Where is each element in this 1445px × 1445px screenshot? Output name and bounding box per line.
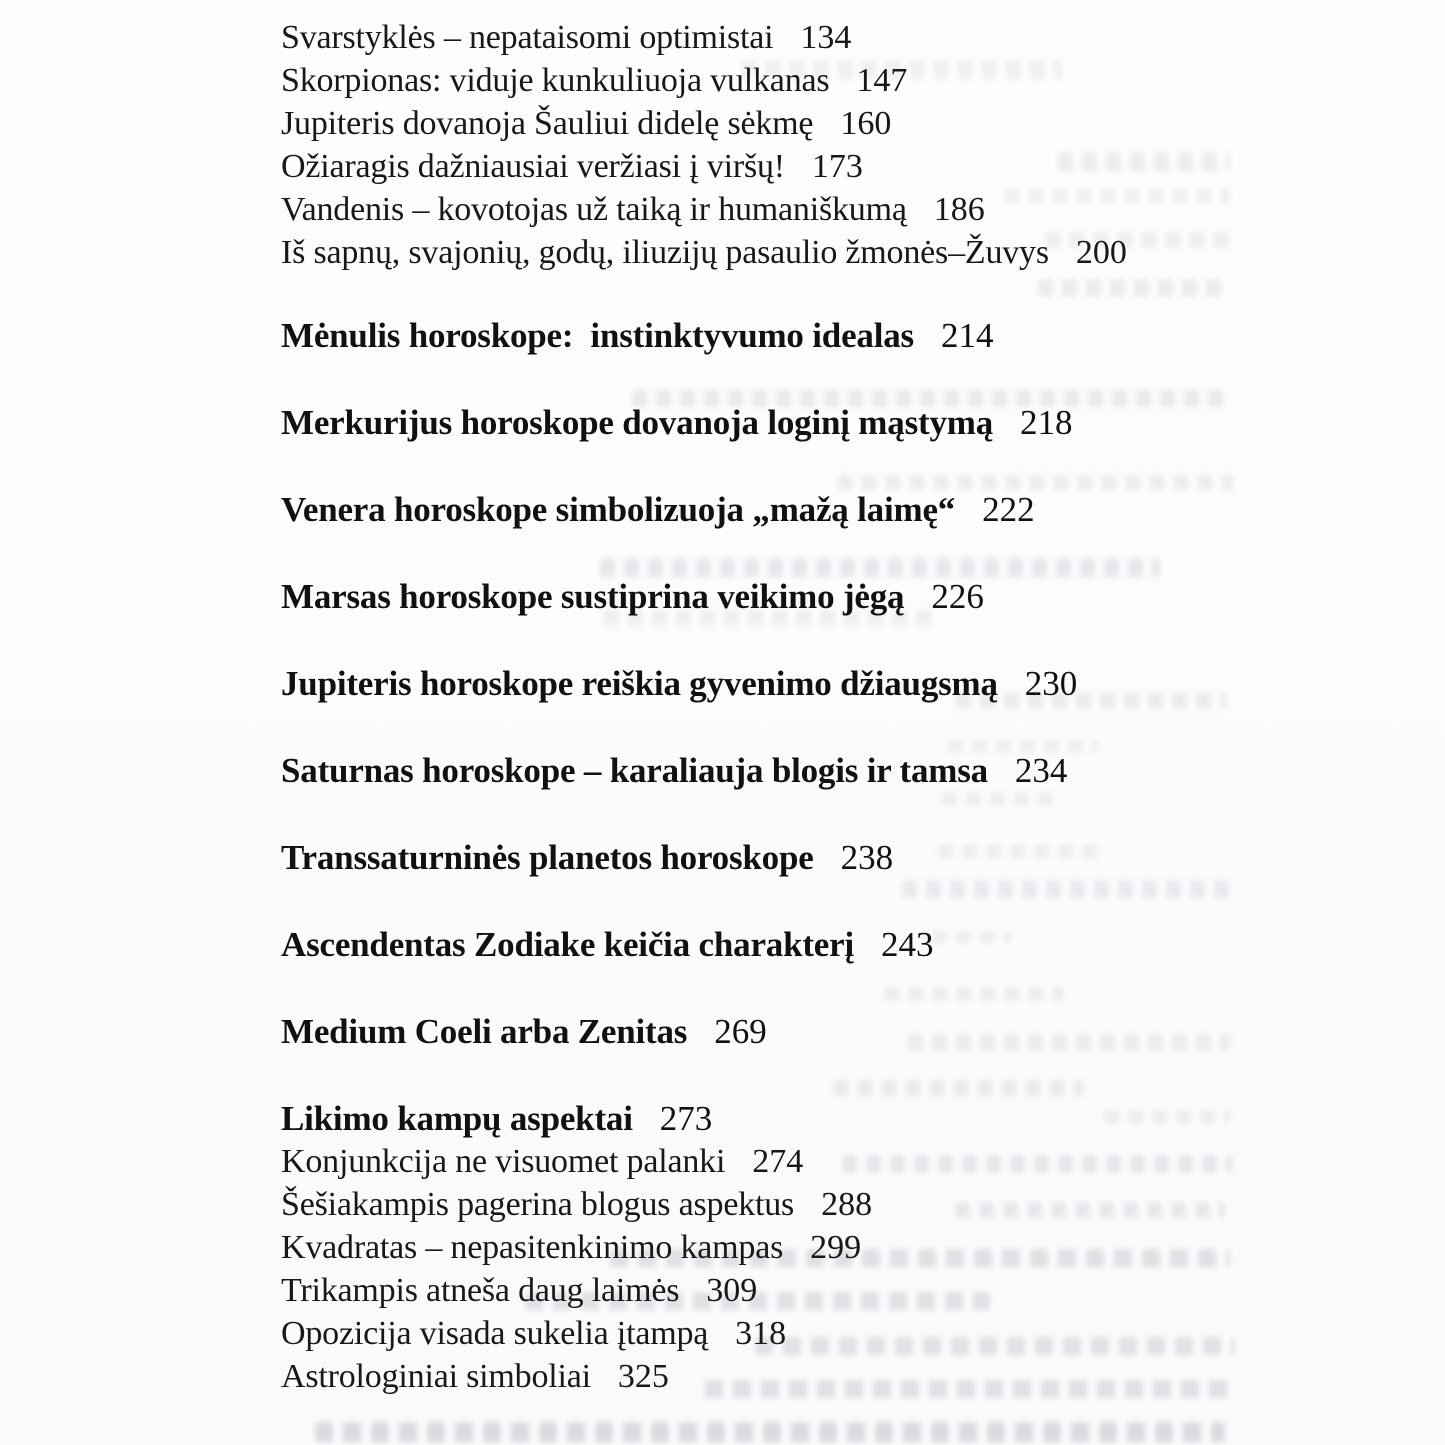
toc-entry-page: 309 [706,1272,758,1309]
toc-entry-page: 222 [982,490,1035,529]
toc-entry-title: Vandenis – kovotojas už taiką ir humaniškumą [281,191,907,228]
toc-entry-title: Kvadratas – nepasitenkinimo kampas [281,1229,784,1266]
toc-chapter-heading [281,923,1281,966]
toc-entry-page: 218 [1020,403,1073,442]
toc-chapter-heading [281,401,1281,444]
toc-entry [281,1140,1281,1183]
toc-entry [281,1312,1281,1355]
toc-entry-title: Medium Coeli arba Zenitas [281,1012,688,1051]
toc-entry-page: 273 [659,1099,713,1138]
toc-entry-title: Skorpionas: viduje kunkuliuoja vulkanas [281,62,830,99]
toc-entry-title: Likimo kampų aspektai [281,1099,633,1138]
toc-entry-page: 325 [617,1358,669,1395]
toc-entry-title: Merkurijus horoskope dovanoja loginį mąstymą [281,403,993,442]
toc-entry-page: 243 [881,925,934,964]
toc-entry [281,1355,1281,1398]
toc-entry-page: 230 [1024,664,1078,703]
toc-entry [281,16,1281,59]
toc-entry-title: Ascendentas Zodiake keičia charakterį [281,925,854,964]
toc-entry-page: 160 [840,105,892,142]
toc-entry [281,188,1281,231]
toc-entry-page: 274 [752,1143,804,1180]
toc-entry-title: Šešiakampis pagerina blogus aspektus [281,1186,795,1223]
toc-entry-title: Mėnulis horoskope: instinktyvumo idealas [281,316,914,355]
toc-chapter-heading [281,749,1281,792]
toc-entry-title: Astrologiniai simboliai [281,1358,591,1395]
toc-entry-title: Opozicija visada sukelia įtampą [281,1315,709,1352]
toc-entry [281,1226,1281,1269]
toc-entry [281,102,1281,145]
toc-entry-title: Transsaturninės planetos horoskope [281,838,814,877]
toc-entry [281,59,1281,102]
toc-entry-page: 234 [1014,751,1068,790]
toc-chapter-heading [281,1010,1281,1053]
toc-entry-title: Jupiteris horoskope reiškia gyvenimo džiaugsmą [281,664,998,703]
toc-entry-title: Marsas horoskope sustiprina veikimo jėgą [281,577,905,616]
toc-entry-page: 214 [940,316,994,355]
toc-chapter-heading [281,836,1281,879]
toc-entry-title: Jupiteris dovanoja Šauliui didelę sėkmę [281,105,814,142]
toc-chapter-heading [281,488,1281,531]
toc-entry-title: Ožiaragis dažniausiai veržiasi į viršų! [281,148,785,185]
toc-entry [281,1183,1281,1226]
toc-entry-page: 147 [856,62,908,99]
toc-entry-page: 226 [931,577,984,616]
toc-entry-page: 318 [735,1315,787,1352]
toc-entry-title: Konjunkcija ne visuomet palanki [281,1143,726,1180]
toc-chapter-heading [281,575,1281,618]
bleedthrough-smudge [315,1422,1225,1442]
toc-entry-page: 200 [1075,234,1127,271]
toc-entry-page: 173 [811,148,863,185]
toc-entry [281,231,1281,274]
toc-entry-page: 269 [714,1012,767,1051]
toc-entry-title: Trikampis atneša daug laimės [281,1272,680,1309]
toc-entry [281,1269,1281,1312]
toc-chapter-heading [281,1097,1281,1140]
toc-chapter-heading [281,662,1281,705]
toc-chapter-heading [281,314,1281,357]
toc-entry-page: 238 [840,838,894,877]
toc-entry-title: Saturnas horoskope – karaliauja blogis ir tamsa [281,751,988,790]
toc-entry-title: Venera horoskope simbolizuoja „mažą laimę“ [281,490,956,529]
toc-entry-page: 299 [810,1229,862,1266]
toc-entry [281,145,1281,188]
toc-entry-page: 288 [821,1186,873,1223]
toc-entry-title: Iš sapnų, svajonių, godų, iliuzijų pasaulio žmonės–Žuvys [281,234,1049,271]
toc-entry-title: Svarstyklės – nepataisomi optimistai [281,19,774,56]
table-of-contents [281,16,1281,1398]
toc-entry-page: 186 [933,191,985,228]
toc-entry-page: 134 [800,19,852,56]
